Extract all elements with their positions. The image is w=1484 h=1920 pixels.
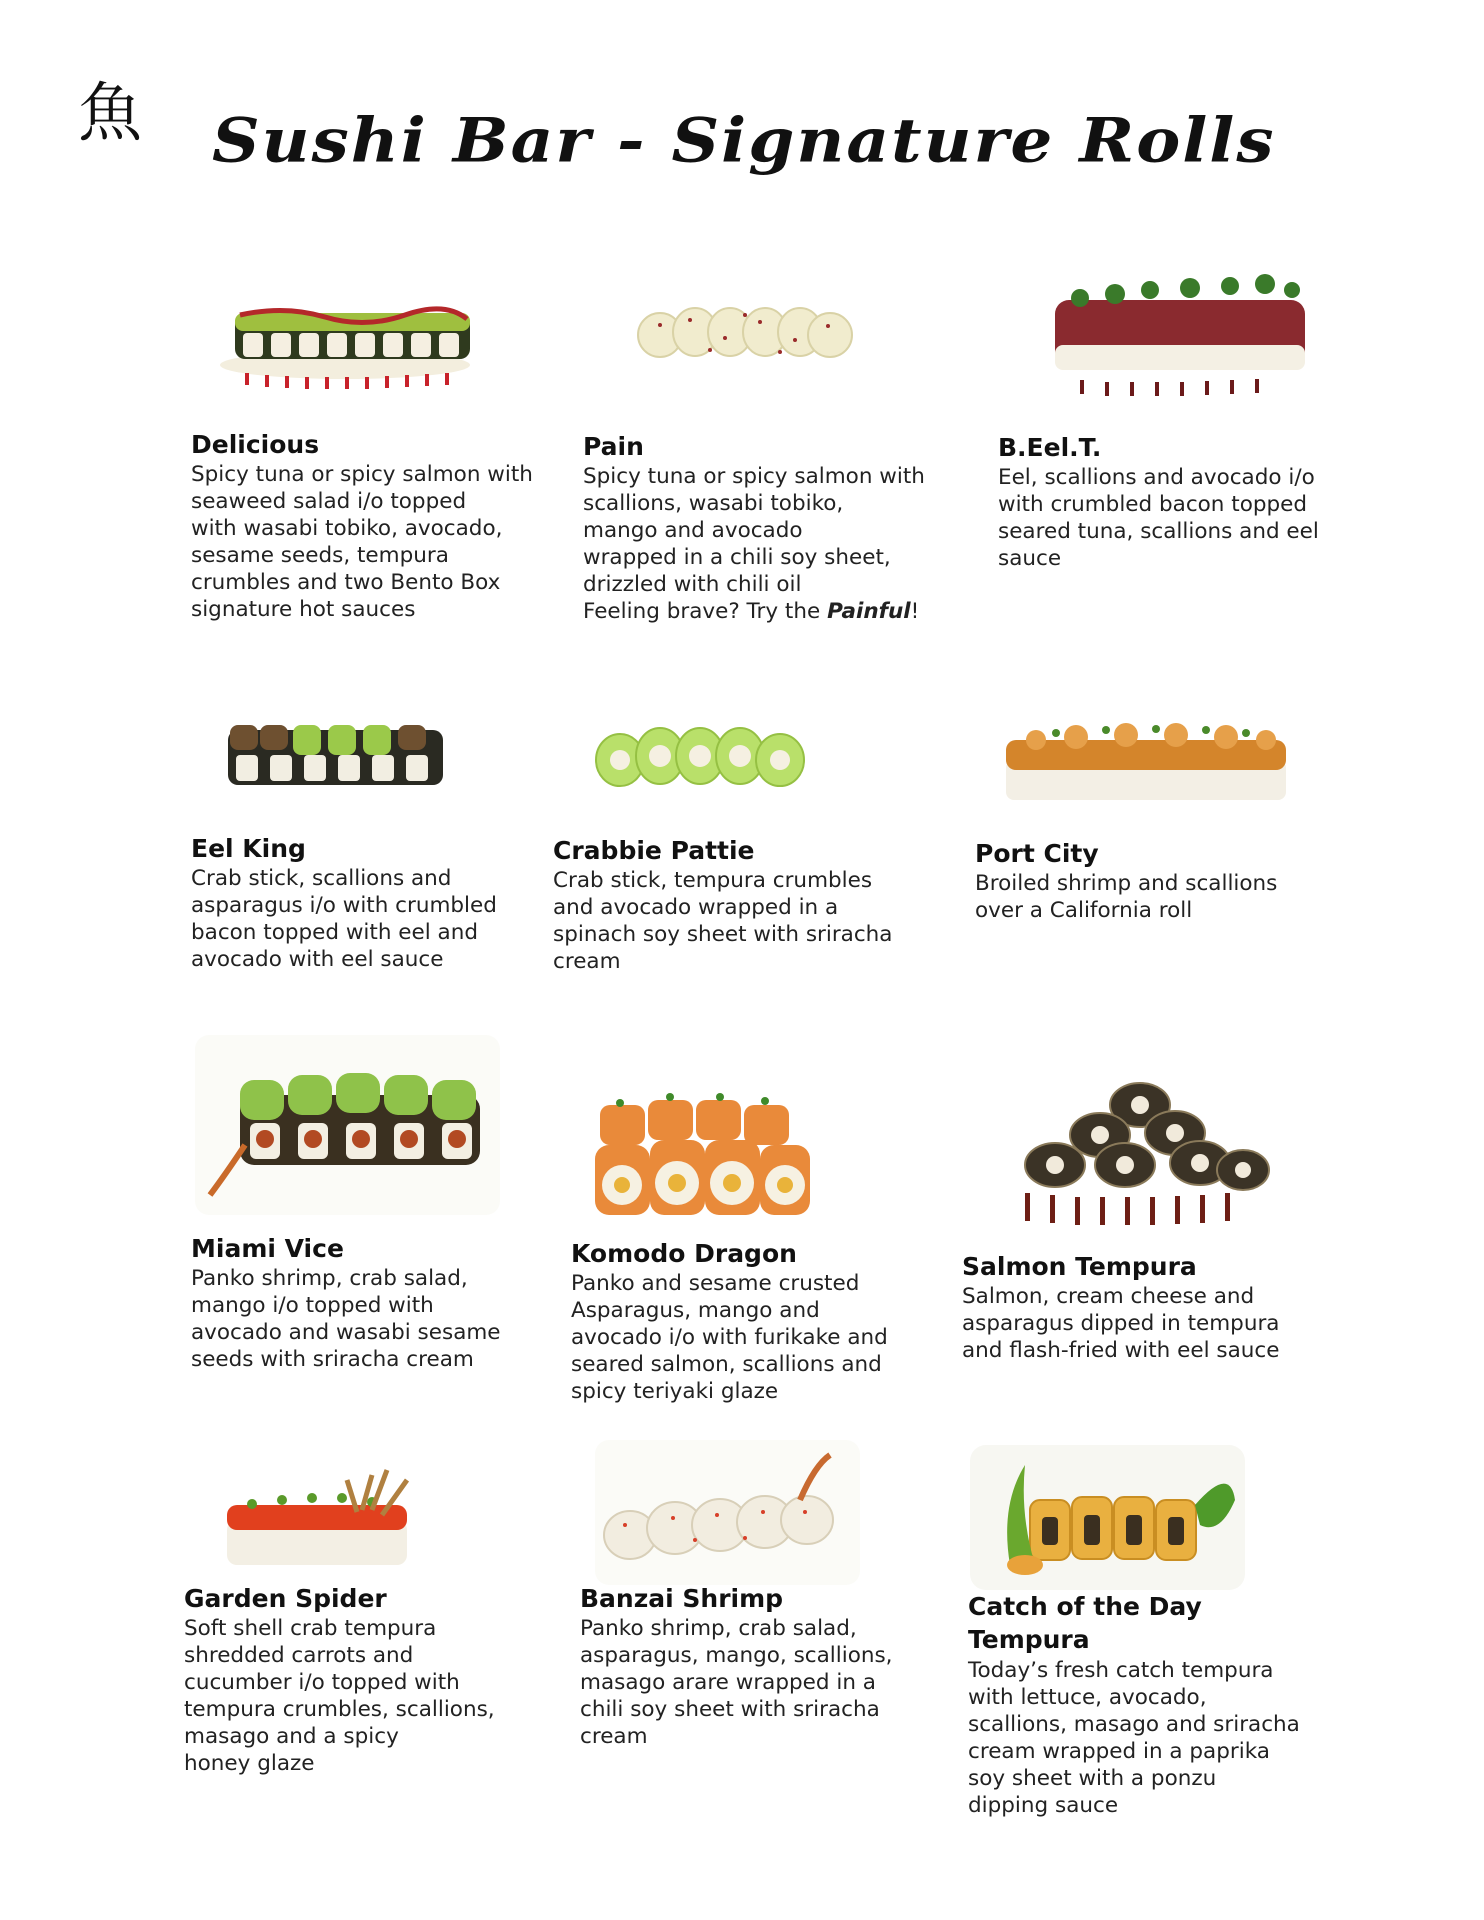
item-name-catch-of-the-day: Catch of the Day Tempura (968, 1592, 1202, 1654)
item-name-port-city: Port City (975, 839, 1099, 868)
komodo-dragon-roll-photo (590, 1085, 820, 1230)
item-desc-miami-vice: Panko shrimp, crab salad, mango i/o topped with avocado and wasabi sesame seeds with sriracha cream (191, 1266, 501, 1372)
item-desc-eel-king: Crab stick, scallions and asparagus i/o with crumbled bacon topped with eel and avocado with eel sauce (191, 866, 497, 972)
item-desc-port-city: Broiled shrimp and scallions over a California roll (975, 871, 1278, 923)
catch-of-the-day-roll-photo (970, 1445, 1245, 1590)
item-desc-salmon-tempura: Salmon, cream cheese and asparagus dipped in tempura and flash-fried with eel sauce (962, 1284, 1280, 1363)
page-title: Sushi Bar - Signature Rolls (212, 104, 1276, 177)
item-name-garden-spider: Garden Spider (184, 1584, 387, 1613)
pain-roll-photo (630, 290, 860, 380)
eel-king-roll-photo (218, 710, 453, 805)
painful-callout: Feeling brave? Try the Painful! (583, 599, 920, 624)
item-name-salmon-tempura: Salmon Tempura (962, 1252, 1197, 1281)
item-desc-pain: Spicy tuna or spicy salmon with scallions, wasabi tobiko, mango and avocado wrapped in a chili soy sheet, drizzled with chili oil Feeling brave? Try the Painful! (583, 463, 933, 625)
item-desc-banzai-shrimp: Panko shrimp, crab salad, asparagus, mango, scallions, masago arare wrapped in a chili soy sheet with sriracha cream (580, 1616, 893, 1749)
salmon-tempura-roll-photo (985, 1075, 1280, 1240)
item-name-eel-king: Eel King (191, 834, 306, 863)
delicious-roll-photo (195, 275, 495, 395)
fish-kanji-icon: 魚 (78, 77, 142, 151)
item-name-crabbie-pattie: Crabbie Pattie (553, 836, 755, 865)
garden-spider-roll-photo (222, 1460, 422, 1580)
port-city-roll-photo (996, 705, 1296, 815)
item-desc-crabbie-pattie: Crab stick, tempura crumbles and avocado wrapped in a spinach soy sheet with sriracha cream (553, 868, 893, 974)
item-desc-catch-of-the-day: Today’s fresh catch tempura with lettuce, avocado, scallions, masago and sriracha cream wrapped in a paprika soy sheet with a ponzu dipping sauce (968, 1658, 1300, 1818)
crabbie-pattie-roll-photo (580, 710, 820, 810)
item-name-pain: Pain (583, 432, 644, 461)
item-name-komodo-dragon: Komodo Dragon (571, 1239, 797, 1268)
banzai-shrimp-roll-photo (595, 1440, 860, 1585)
item-name-delicious: Delicious (191, 430, 320, 459)
item-name-miami-vice: Miami Vice (191, 1234, 344, 1263)
beelt-roll-photo (1030, 260, 1320, 410)
item-desc-komodo-dragon: Panko and sesame crusted Asparagus, mango and avocado i/o with furikake and seared salmon, scallions and spicy teriyaki glaze (571, 1271, 888, 1404)
item-name-banzai-shrimp: Banzai Shrimp (580, 1584, 784, 1613)
item-name-beelt: B.Eel.T. (998, 433, 1102, 462)
miami-vice-roll-photo (195, 1035, 500, 1215)
item-desc-garden-spider: Soft shell crab tempura shredded carrots and cucumber i/o topped with tempura crumbles, scallions, masago and a spicy honey glaze (184, 1616, 495, 1776)
item-desc-beelt: Eel, scallions and avocado i/o with crumbled bacon topped seared tuna, scallions and eel sauce (998, 465, 1319, 571)
item-desc-delicious: Spicy tuna or spicy salmon with seaweed salad i/o topped with wasabi tobiko, avocado, sesame seeds, tempura crumbles and two Bento Box signature hot sauces (191, 462, 533, 622)
